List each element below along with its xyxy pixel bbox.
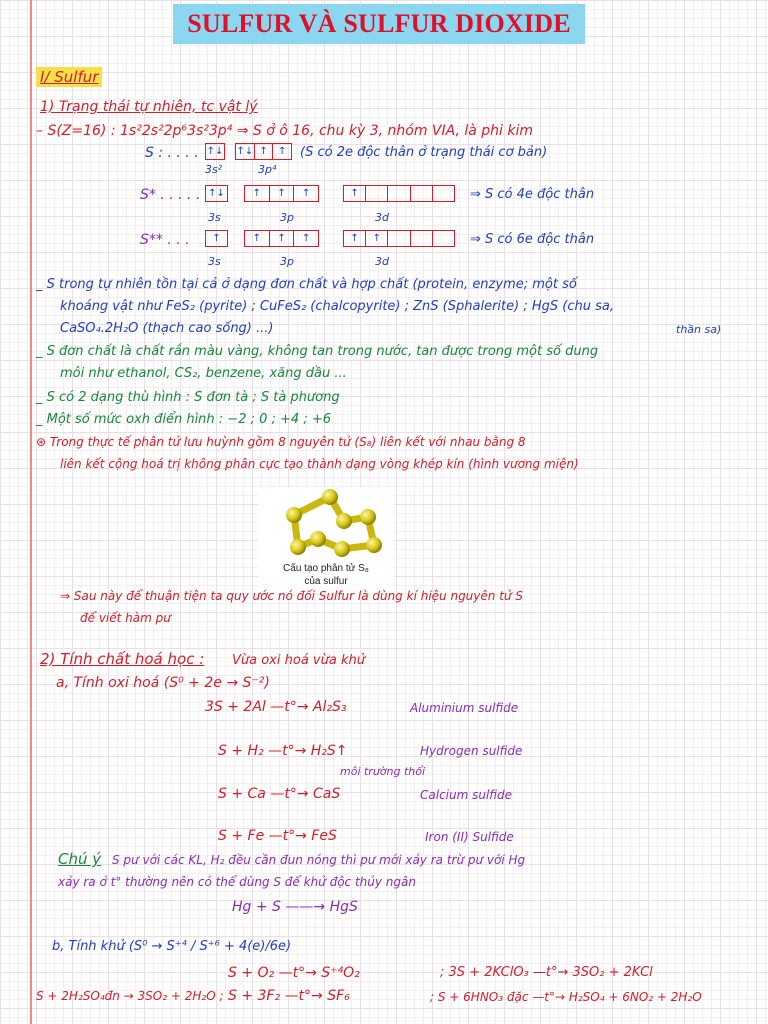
reaction-s-h2so4: S + 2H₂SO₄đn → 3SO₂ + 2H₂O ; xyxy=(36,989,224,1003)
molecule-caption-line1: Cấu tạo phân tử S₈ xyxy=(283,563,369,574)
convention-line1: ⇒ Sau này để thuận tiện ta quy ước nó đối Sulfur là dùng kí hiệu nguyên tử S xyxy=(60,589,523,603)
orbital-3p-exc2: ↑ ↑ ↑ xyxy=(244,230,319,247)
excited-state2-label: S** . . . xyxy=(140,232,190,248)
s8-molecule-figure xyxy=(258,487,394,593)
reaction-s-al-name: Aluminium sulfide xyxy=(410,701,519,715)
label-3p-exc1: 3p xyxy=(280,211,294,224)
natural-occurrence-line1: _ S trong tự nhiên tồn tại cả ở dạng đơn chất và hợp chất (protein, enzyme; một số xyxy=(36,277,577,292)
page-title: SULFUR VÀ SULFUR DIOXIDE xyxy=(187,9,571,38)
ground-state-label: S : . . . . xyxy=(145,145,199,161)
electron-config-line: – S(Z=16) : 1s²2s²2p⁶3s²3p⁴ ⇒ S ở ô 16, chu kỳ 3, nhóm VIA, là phi kim xyxy=(36,123,534,139)
excited-state1-label: S* . . . . . xyxy=(140,187,201,203)
reaction-s-fe-name: Iron (II) Sulfide xyxy=(425,830,514,844)
orbital-3p-exc1: ↑ ↑ ↑ xyxy=(244,185,319,202)
orbital-3d-exc2: ↑ ↑ xyxy=(343,230,455,247)
reaction-s-ca: S + Ca —t°→ CaS xyxy=(218,786,341,802)
label-3s-exc1: 3s xyxy=(208,211,221,224)
note-label: Chú ý xyxy=(58,850,102,868)
note-line2: xảy ra ở t° thường nên có thể dùng S để khử độc thủy ngân xyxy=(58,875,416,889)
reaction-s-o2: S + O₂ —t°→ S⁺⁴O₂ xyxy=(228,965,360,981)
s8-molecule-icon xyxy=(258,487,394,567)
label-3p-exc2: 3p xyxy=(280,255,294,268)
reaction-s-h2-condition: môi trường thổi xyxy=(340,765,426,778)
natural-occurrence-line2: khoáng vật như FeS₂ (pyrite) ; CuFeS₂ (chalcopyrite) ; ZnS (Sphalerite) ; HgS (chu sa, xyxy=(60,299,614,314)
label-3s-exc2: 3s xyxy=(208,255,221,268)
oxidation-states-line: _ Một số mức oxh điển hình : −2 ; 0 ; +4 ; +6 xyxy=(36,412,331,427)
ground-state-note: (S có 2e độc thân ở trạng thái cơ bản) xyxy=(300,145,548,160)
reaction-s-fe: S + Fe —t°→ FeS xyxy=(218,828,337,844)
reaction-s-ca-name: Calcium sulfide xyxy=(420,788,513,802)
margin-line xyxy=(30,0,32,1024)
reaction-s-f2: S + 3F₂ —t°→ SF₆ xyxy=(228,988,350,1004)
label-3p4: 3p⁴ xyxy=(258,163,277,176)
ring-structure-line1: ⊛ Trong thực tế phân tử lưu huỳnh gồm 8 nguyên tử (S₈) liên kết với nhau bằng 8 xyxy=(36,435,526,449)
physical-props-line1: _ S đơn chất là chất rắn màu vàng, không tan trong nước, tan được trong một số dung xyxy=(36,344,599,359)
label-3s2: 3s² xyxy=(205,163,223,176)
reaction-hg-s: Hg + S ——→ HgS xyxy=(232,899,358,915)
natural-occurrence-line3: CaSO₄.2H₂O (thạch cao sống) ...) xyxy=(60,321,274,336)
physical-props-line2: môi như ethanol, CS₂, benzene, xăng dầu ... xyxy=(60,366,347,381)
reaction-s-h2-name: Hydrogen sulfide xyxy=(420,744,523,758)
reaction-s-hno3: ; S + 6HNO₃ đặc —t°→ H₂SO₄ + 6NO₂ + 2H₂O xyxy=(430,990,702,1004)
allotropes-line: _ S có 2 dạng thù hình : S đơn tà ; S tà phương xyxy=(36,390,340,405)
orbital-3s-ground: ↑↓ xyxy=(205,143,225,160)
orbital-3s-exc1: ↑↓ xyxy=(205,185,228,202)
title-banner xyxy=(173,4,585,44)
orbital-3p-ground: ↑↓ ↑ ↑ xyxy=(235,143,292,160)
ring-structure-line2: liên kết cộng hoá trị không phân cực tạo thành dạng vòng khép kín (hình vương miện) xyxy=(60,457,579,471)
oxidizing-property-line: a, Tính oxi hoá (S⁰ + 2e → S⁻²) xyxy=(56,675,270,691)
label-3d-exc1: 3d xyxy=(375,211,389,224)
section-heading-sulfur: I/ Sulfur xyxy=(36,70,102,85)
excited-state2-note: ⇒ S có 6e độc thân xyxy=(470,232,595,247)
convention-line2: để viết hàm pư xyxy=(80,611,171,625)
reaction-s-kclo3: ; 3S + 2KClO₃ —t°→ 3SO₂ + 2KCl xyxy=(440,965,653,980)
subheading-chemical-properties: 2) Tính chất hoá học : xyxy=(40,650,205,668)
excited-state1-note: ⇒ S có 4e độc thân xyxy=(470,187,595,202)
reaction-s-al: 3S + 2Al —t°→ Al₂S₃ xyxy=(205,699,347,715)
orbital-3d-exc1: ↑ xyxy=(343,185,455,202)
subheading-natural-state: 1) Trạng thái tự nhiên, tc vật lý xyxy=(40,99,258,115)
reducing-property-line: b, Tính khử (S⁰ → S⁺⁴ / S⁺⁶ + 4(e)/6e) xyxy=(52,939,292,954)
orbital-3s-exc2: ↑ xyxy=(205,230,228,247)
note-line1: S pư với các KL, H₂ đều cần đun nóng thì pư mới xảy ra trừ pư với Hg xyxy=(112,853,526,867)
label-3d-exc2: 3d xyxy=(375,255,389,268)
molecule-caption-line2: của sulfur xyxy=(304,576,348,587)
natural-occurrence-line3b: thần sa) xyxy=(676,323,722,336)
chemical-properties-note: Vừa oxi hoá vừa khử xyxy=(232,653,365,668)
reaction-s-h2: S + H₂ —t°→ H₂S↑ xyxy=(218,743,348,759)
